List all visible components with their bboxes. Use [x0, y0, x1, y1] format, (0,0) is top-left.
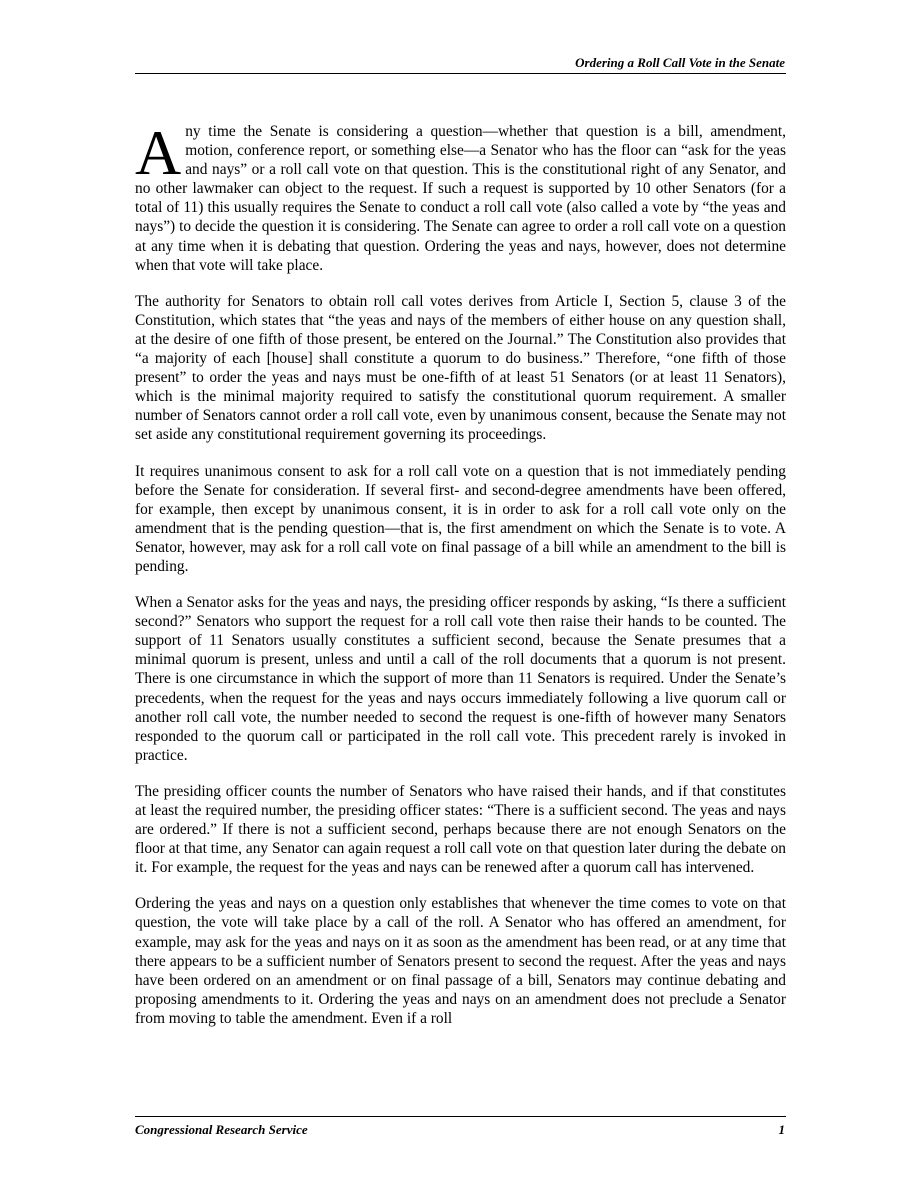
paragraph-3: It requires unanimous consent to ask for a roll call vote on a question that is not immediately pending before the Senate for consideration. If several first- and second-degree amendments have been offered, for example, then except by unanimous consent, it is in order to ask for a roll call vote only on the amendment that is the pending question—that is, the first amendment on which the Senate is to vote. A Senator, however, may ask for a roll call vote on final passage of a bill while an amendment to the bill is pending. [135, 462, 786, 575]
running-title: Ordering a Roll Call Vote in the Senate [575, 55, 785, 70]
paragraph-4: When a Senator asks for the yeas and nays, the presiding officer responds by asking, “Is there a sufficient second?” Senators who support the request for a roll call vote then raise their hands to be counted. The support of 11 Senators usually constitutes a sufficient second, because the Senate presumes that a minimal quorum is present, unless and until a call of the roll documents that a quorum is not present. There is one circumstance in which the support of more than 11 Senators is required. Under the Senate’s precedents, when the request for the yeas and nays occurs immediately following a live quorum call or another roll call vote, the number needed to second the request is one-fifth of however many Senators responded to the quorum call or participated in the roll call vote. This precedent rarely is invoked in practice. [135, 594, 786, 764]
page-footer [135, 1116, 786, 1137]
page-header [135, 55, 786, 74]
paragraph-1-text: ny time the Senate is considering a question—whether that question is a bill, amendment, motion, conference report, or something else—a Senator who has the floor can “ask for the yeas and nays” or a roll call vote on that question. This is the constitutional right of any Senator, and no other lawmaker can object to the request. If such a request is supported by 10 other Senators (for a total of 11) this usually requires the Senate to conduct a roll call vote (also called a vote by “the yeas and nays”) to decide the question it is considering. The Senate can agree to order a roll call vote on a question at any time when it is debating that question. Ordering the yeas and nays, however, does not determine when that vote will take place. [135, 123, 786, 274]
paragraph-6: Ordering the yeas and nays on a question only establishes that whenever the time comes to vote on that question, the vote will take place by a call of the roll. A Senator who has offered an amendment, for example, may ask for the yeas and nays on it as soon as the amendment has been read, or at any time that there appears to be a sufficient number of Senators present to second the request. After the yeas and nays have been ordered on an amendment or on final passage of a bill, Senators may continue debating and proposing amendments to it. Ordering the yeas and nays on an amendment does not preclude a Senator from moving to table the amendment. Even if a roll [135, 895, 786, 1027]
drop-cap: A [135, 117, 182, 188]
footer-organization: Congressional Research Service [135, 1122, 308, 1137]
page-number: 1 [778, 1122, 785, 1137]
paragraph-2: The authority for Senators to obtain roll call votes derives from Article I, Section 5, clause 3 of the Constitution, which states that “the yeas and nays of the members of either house on any question shall, at the desire of one fifth of those present, be entered on the Journal.” The Constitution also provides that “a majority of each [house] shall constitute a quorum to do business.” Therefore, “one fifth of those present” to order the yeas and nays must be one-fifth of at least 51 Senators (or at least 11 Senators), which is the minimal majority required to satisfy the constitutional quorum requirement. A smaller number of Senators cannot order a roll call vote, even by unanimous consent, because the Senate may not set aside any constitutional requirement governing its proceedings. [135, 292, 786, 444]
paragraph-5: The presiding officer counts the number of Senators who have raised their hands, and if that constitutes at least the required number, the presiding officer states: “There is a sufficient second. The yeas and nays are ordered.” If there is not a sufficient second, perhaps because there are not enough Senators on the floor at that time, any Senator can again request a roll call vote on that question later during the debate on it. For example, the request for the yeas and nays can be renewed after a quorum call has intervened. [135, 782, 786, 877]
document-body [135, 117, 786, 1045]
paragraph-1 [135, 117, 786, 275]
